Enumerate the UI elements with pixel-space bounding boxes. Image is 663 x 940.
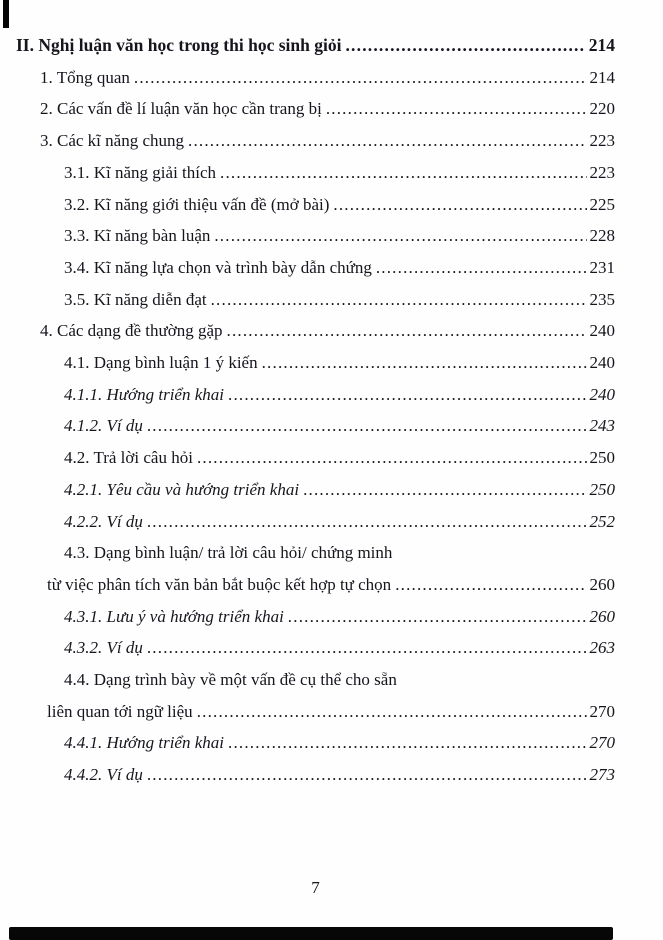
toc-entry-page: 263 bbox=[589, 638, 615, 658]
toc-entry-title: 4.2.2. Ví dụ bbox=[64, 511, 143, 531]
toc-entry-title: 1. Tổng quan bbox=[40, 67, 130, 87]
toc-entry bbox=[16, 410, 615, 442]
toc-entry-title: 2. Các vấn đề lí luận văn học cần trang bị bbox=[40, 99, 322, 119]
toc-entry-title: 4.4.2. Ví dụ bbox=[64, 765, 143, 785]
dot-leader bbox=[197, 696, 587, 728]
toc-entry bbox=[16, 30, 615, 62]
dot-leader bbox=[228, 379, 587, 411]
toc-entry-page: 231 bbox=[589, 257, 615, 277]
toc-entry-page: 243 bbox=[589, 416, 615, 436]
toc-entry bbox=[16, 506, 615, 538]
toc-entry bbox=[16, 220, 615, 252]
dot-leader bbox=[211, 284, 587, 316]
toc-entry-title: 3.1. Kĩ năng giải thích bbox=[64, 162, 217, 182]
toc-entry-page: 273 bbox=[589, 765, 615, 785]
toc-entry-page: 220 bbox=[589, 99, 615, 119]
toc-entry bbox=[16, 284, 615, 316]
toc-entry-page: 240 bbox=[589, 384, 615, 404]
toc-entry bbox=[16, 93, 615, 125]
toc-entry-title: 4.3.1. Lưu ý và hướng triển khai bbox=[64, 606, 284, 626]
toc-entry bbox=[16, 157, 615, 189]
toc-entry-title: 4.4.1. Hướng triển khai bbox=[64, 733, 224, 753]
dot-leader bbox=[220, 157, 586, 189]
toc-entry-page: 252 bbox=[589, 511, 615, 531]
toc-entry-title: 4.1. Dạng bình luận 1 ý kiến bbox=[64, 353, 258, 373]
toc-entry-continuation bbox=[16, 569, 615, 601]
toc-entry bbox=[16, 125, 615, 157]
toc-entry-title: 4. Các dạng đề thường gặp bbox=[40, 321, 223, 341]
table-of-contents bbox=[16, 30, 615, 791]
dot-leader bbox=[134, 62, 587, 94]
toc-entry-page: 250 bbox=[589, 448, 615, 468]
toc-entry-title: 3.5. Kĩ năng diễn đạt bbox=[64, 289, 207, 309]
toc-entry-page: 225 bbox=[589, 194, 615, 214]
toc-entry-page: 228 bbox=[589, 226, 615, 246]
toc-entry-page: 223 bbox=[589, 131, 615, 151]
toc-entry bbox=[16, 727, 615, 759]
toc-entry-title: 4.2. Trả lời câu hỏi bbox=[64, 448, 193, 468]
toc-entry bbox=[16, 379, 615, 411]
scan-artifact-top-left bbox=[3, 0, 9, 28]
dot-leader bbox=[147, 632, 587, 664]
toc-entry bbox=[16, 632, 615, 664]
toc-entry-title: 4.3.2. Ví dụ bbox=[64, 638, 143, 658]
toc-entry-title: II. Nghị luận văn học trong thi học sinh giỏi bbox=[16, 35, 342, 55]
toc-entry-title: 3.2. Kĩ năng giới thiệu vấn đề (mở bài) bbox=[64, 194, 330, 214]
toc-entry-page: 260 bbox=[589, 574, 615, 594]
toc-entry-title: 3.3. Kĩ năng bàn luận bbox=[64, 226, 211, 246]
dot-leader bbox=[228, 727, 587, 759]
toc-entry-page: 214 bbox=[589, 67, 615, 87]
toc-entry bbox=[16, 664, 615, 696]
dot-leader bbox=[262, 347, 587, 379]
toc-entry bbox=[16, 315, 615, 347]
dot-leader bbox=[326, 93, 587, 125]
toc-entry bbox=[16, 474, 615, 506]
toc-entry-page: 214 bbox=[588, 35, 615, 55]
toc-entry-page: 223 bbox=[589, 162, 615, 182]
dot-leader bbox=[147, 759, 587, 791]
dot-leader bbox=[303, 474, 586, 506]
scan-artifact-bottom-bar bbox=[9, 927, 613, 940]
footer-page-number: 7 bbox=[311, 878, 320, 897]
toc-entry-title: 3.4. Kĩ năng lựa chọn và trình bày dẫn chứng bbox=[64, 257, 372, 277]
toc-entry bbox=[16, 759, 615, 791]
dot-leader bbox=[376, 252, 587, 284]
toc-entry bbox=[16, 537, 615, 569]
dot-leader bbox=[147, 506, 587, 538]
toc-entry bbox=[16, 189, 615, 221]
toc-entry-page: 250 bbox=[589, 479, 615, 499]
dot-leader bbox=[288, 601, 587, 633]
toc-entry bbox=[16, 442, 615, 474]
dot-leader bbox=[214, 220, 586, 252]
toc-entry-title: 3. Các kĩ năng chung bbox=[40, 131, 184, 151]
toc-entry-continuation bbox=[16, 696, 615, 728]
toc-entry-title: 4.3. Dạng bình luận/ trả lời câu hỏi/ chứng minh bbox=[64, 543, 393, 563]
toc-entry bbox=[16, 252, 615, 284]
toc-entry-page: 240 bbox=[589, 321, 615, 341]
dot-leader bbox=[227, 315, 587, 347]
toc-entry-title: từ việc phân tích văn bản bắt buộc kết hợp tự chọn bbox=[47, 574, 392, 594]
dot-leader bbox=[147, 410, 587, 442]
toc-entry-page: 240 bbox=[589, 353, 615, 373]
dot-leader bbox=[333, 189, 586, 221]
toc-entry-title: 4.1.1. Hướng triển khai bbox=[64, 384, 224, 404]
toc-entry-title: 4.1.2. Ví dụ bbox=[64, 416, 143, 436]
toc-entry-title: 4.4. Dạng trình bày về một vấn đề cụ thể cho sẵn bbox=[64, 670, 397, 690]
toc-entry-page: 270 bbox=[589, 733, 615, 753]
toc-entry-page: 260 bbox=[589, 606, 615, 626]
toc-entry bbox=[16, 601, 615, 633]
dot-leader bbox=[197, 442, 587, 474]
toc-entry-page: 270 bbox=[589, 701, 615, 721]
toc-entry bbox=[16, 62, 615, 94]
toc-entry bbox=[16, 347, 615, 379]
dot-leader bbox=[345, 30, 585, 62]
toc-entry-title: 4.2.1. Yêu cầu và hướng triển khai bbox=[64, 479, 300, 499]
dot-leader bbox=[395, 569, 586, 601]
toc-entry-page: 235 bbox=[589, 289, 615, 309]
dot-leader bbox=[188, 125, 587, 157]
toc-entry-title: liên quan tới ngữ liệu bbox=[47, 701, 193, 721]
